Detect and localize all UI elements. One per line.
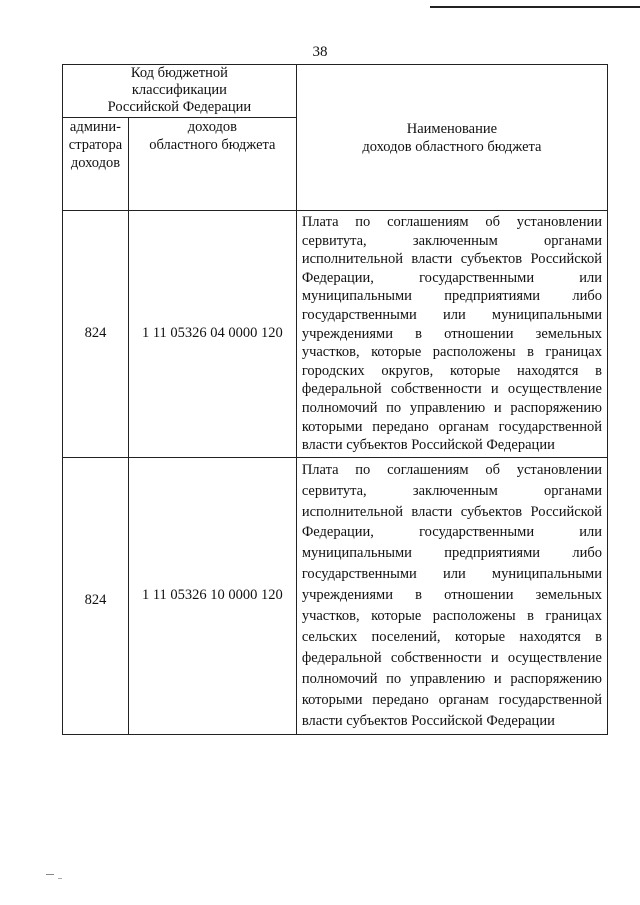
admin-code-cell: 824	[63, 457, 129, 734]
revenue-code-cell: 1 11 05326 10 0000 120	[128, 457, 296, 734]
revenue-name-cell: Плата по соглашениям об установлении сервитута, заключенным органами исполнительной власти субъектов Российской Федерации, государственными или муниципальными предприятиями либо государственными или муниципальными учреждениями в отношении земельных участков, которые расположены в границах городских округов, которые находятся в федеральной собственности и осуществление полномочий по управлению и распоряжению которыми передано органам государственной власти субъектов Российской Федерации	[296, 211, 607, 458]
header-revenue-name	[296, 65, 607, 211]
table-row	[63, 457, 608, 734]
header-admin-line-1: админи-	[69, 119, 122, 135]
header-income	[128, 118, 296, 211]
header-administrator	[63, 118, 129, 211]
header-name-line-2: доходов областного бюджета	[362, 138, 542, 155]
scan-mark	[46, 874, 54, 875]
header-name-line-1: Наименование	[406, 120, 498, 137]
budget-classification-table	[62, 64, 608, 735]
header-income-line-1: доходов	[187, 119, 238, 135]
page-number: 38	[312, 44, 328, 60]
table-row	[63, 211, 608, 458]
header-admin-line-3: доходов	[70, 155, 121, 171]
revenue-code-cell: 1 11 05326 04 0000 120	[128, 211, 296, 458]
header-budget-code-line-1: Код бюджетной	[130, 65, 228, 81]
header-row-1	[63, 65, 608, 118]
top-rule	[430, 6, 640, 8]
header-income-line-2: областного бюджета	[149, 137, 276, 153]
header-admin-line-2: стратора	[68, 137, 123, 153]
admin-code-cell: 824	[63, 211, 129, 458]
header-budget-code-line-2: классификации	[131, 82, 227, 98]
scan-mark	[58, 878, 62, 879]
header-budget-code-line-3: Российской Федерации	[107, 99, 252, 115]
revenue-name-cell: Плата по соглашениям об установлении сервитута, заключенным органами исполнительной власти субъектов Российской Федерации, государственными или муниципальными предприятиями либо государственными или муниципальными учреждениями в отношении земельных участков, которые расположены в границах сельских поселений, которые находятся в федеральной собственности и осуществление полномочий по управлению и распоряжению которыми передано органам государственной власти субъектов Российской Федерации	[296, 457, 607, 734]
header-budget-code	[63, 65, 297, 118]
